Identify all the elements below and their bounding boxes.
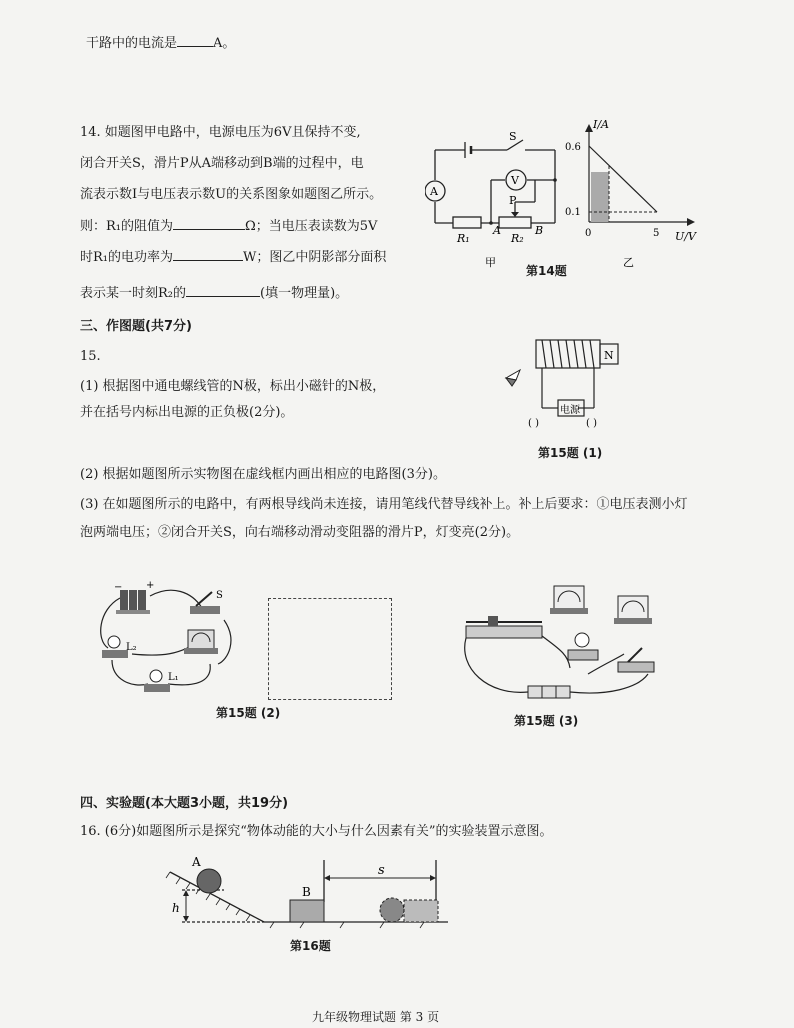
q14-graph-figure bbox=[565, 116, 705, 272]
lamp-l1-label: L₁ bbox=[168, 672, 179, 683]
q13-tail-unit: A。 bbox=[213, 36, 236, 51]
battery-3 bbox=[528, 686, 570, 698]
section4-title: 四、实验题(本大题3小题，共19分) bbox=[80, 796, 289, 811]
end-b-label: B bbox=[535, 224, 544, 237]
distance-s-label: s bbox=[378, 863, 385, 878]
section3-title: 三、作图题(共7分) bbox=[80, 319, 192, 334]
q14-line4 bbox=[80, 217, 377, 236]
q14-line1: 14. 如题图甲电路中，电源电压为6V且保持不变, bbox=[80, 125, 361, 140]
circuit-drawing-box[interactable] bbox=[268, 598, 392, 700]
q14-line5-b: W；图乙中阴影部分面积 bbox=[243, 250, 387, 265]
q15-p3-line1: (3) 在如题图所示的电路中，有两根导线尚未连接，请用笔线代替导线补上。补上后要求：①电压表测小灯 bbox=[80, 497, 688, 512]
rheostat bbox=[466, 616, 542, 638]
switch-s-label: S bbox=[216, 590, 223, 601]
q15-p2: (2) 根据如题图所示实物图在虚线框内画出相应的电路图(3分)。 bbox=[80, 467, 446, 482]
q14-caption: 第14题 bbox=[526, 264, 567, 278]
graph-y-label: I/A bbox=[593, 118, 609, 131]
end-a-label: A bbox=[493, 224, 501, 237]
q14-line4-b: Ω；当电压表读数为5V bbox=[245, 219, 378, 234]
power-source-label: 电源 bbox=[560, 405, 580, 416]
height-h-label: h bbox=[172, 901, 180, 915]
q14-power-blank[interactable] bbox=[173, 248, 243, 261]
battery-minus-label: − bbox=[114, 582, 123, 593]
ammeter-physical bbox=[184, 630, 218, 654]
solenoid-n-label: N bbox=[604, 349, 614, 362]
switch-3 bbox=[618, 648, 654, 672]
right-bracket-blank[interactable]: ( ) bbox=[586, 418, 597, 429]
q15-physical-circuit-figure bbox=[92, 580, 242, 700]
q15-number: 15. bbox=[80, 349, 101, 364]
q13-tail-line bbox=[86, 34, 235, 53]
figure-yi-label: 乙 bbox=[623, 256, 634, 269]
circuit-switch-label: S bbox=[509, 130, 517, 143]
r1-label: R₁ bbox=[457, 232, 470, 245]
graph-x-label: U/V bbox=[675, 230, 696, 243]
q16-figure bbox=[164, 852, 454, 950]
q15-3-circuit-figure bbox=[458, 578, 668, 708]
q14-line2: 闭合开关S，滑片P从A端移动到B端的过程中，电 bbox=[80, 156, 364, 171]
voltmeter-physical bbox=[550, 586, 588, 614]
q15-caption3: 第15题 (3) bbox=[514, 714, 579, 728]
q13-answer-blank[interactable] bbox=[177, 34, 213, 47]
slider-p-label: P bbox=[509, 194, 517, 207]
q14-line6-b: (填一物理量)。 bbox=[260, 286, 349, 301]
ball-a-label: A bbox=[192, 855, 201, 869]
block-b-label: B bbox=[302, 885, 311, 899]
battery-pack bbox=[116, 590, 150, 614]
graph-shaded-area bbox=[591, 172, 609, 222]
q15-solenoid-figure bbox=[502, 334, 632, 434]
r2-label: R₂ bbox=[511, 232, 524, 245]
ammeter-3 bbox=[614, 596, 652, 624]
q15-caption2: 第15题 (2) bbox=[216, 706, 281, 720]
q15-p1-line2: 并在括号内标出电源的正负极(2分)。 bbox=[80, 405, 294, 420]
graph-y-tick-01: 0.1 bbox=[565, 207, 581, 218]
q13-tail-text: 干路中的电流是 bbox=[86, 36, 178, 51]
q14-r1-blank[interactable] bbox=[173, 217, 245, 230]
ammeter-symbol: A bbox=[430, 185, 438, 198]
block-b bbox=[290, 900, 324, 922]
lamp-3 bbox=[568, 633, 598, 660]
voltmeter-symbol: V bbox=[511, 174, 519, 187]
q14-line5-a: 时R₁的电功率为 bbox=[80, 250, 173, 265]
q14-line6 bbox=[80, 284, 348, 303]
block-moved bbox=[404, 900, 438, 922]
q16-caption: 第16题 bbox=[290, 939, 331, 953]
q14-quantity-blank[interactable] bbox=[186, 284, 260, 297]
figure-jia-label: 甲 bbox=[485, 256, 496, 268]
q14-line5 bbox=[80, 248, 386, 267]
q15-caption1: 第15题 (1) bbox=[538, 446, 603, 460]
ball-a bbox=[197, 869, 221, 893]
graph-x-tick-0: 0 bbox=[585, 228, 592, 239]
q14-line6-a: 表示某一时刻R₂的 bbox=[80, 286, 186, 301]
left-bracket-blank[interactable]: ( ) bbox=[528, 418, 539, 429]
battery-plus-label: + bbox=[146, 580, 155, 591]
q14-line4-a: 则：R₁的阻值为 bbox=[80, 219, 173, 234]
graph-x-tick-5: 5 bbox=[653, 228, 660, 239]
q15-p1-line1: (1) 根据图中通电螺线管的N极，标出小磁针的N极， bbox=[80, 379, 386, 394]
graph-y-tick-06: 0.6 bbox=[565, 142, 581, 153]
q16-text: 16. (6分)如题图所示是探究“物体动能的大小与什么因素有关”的实验装置示意图。 bbox=[80, 824, 553, 839]
lamp-l2-label: L₂ bbox=[126, 642, 137, 653]
q14-circuit-figure bbox=[425, 128, 565, 268]
q15-p3-line2: 泡两端电压；②闭合开关S，向右端移动滑动变阻器的滑片P，灯变亮(2分)。 bbox=[80, 525, 520, 540]
ball-moved bbox=[380, 898, 404, 922]
q14-line3: 流表示数I与电压表示数U的关系图象如题图乙所示。 bbox=[80, 187, 383, 202]
page-footer: 九年级物理试题 第 3 页 bbox=[312, 1010, 440, 1024]
lamp-l1 bbox=[144, 670, 170, 692]
